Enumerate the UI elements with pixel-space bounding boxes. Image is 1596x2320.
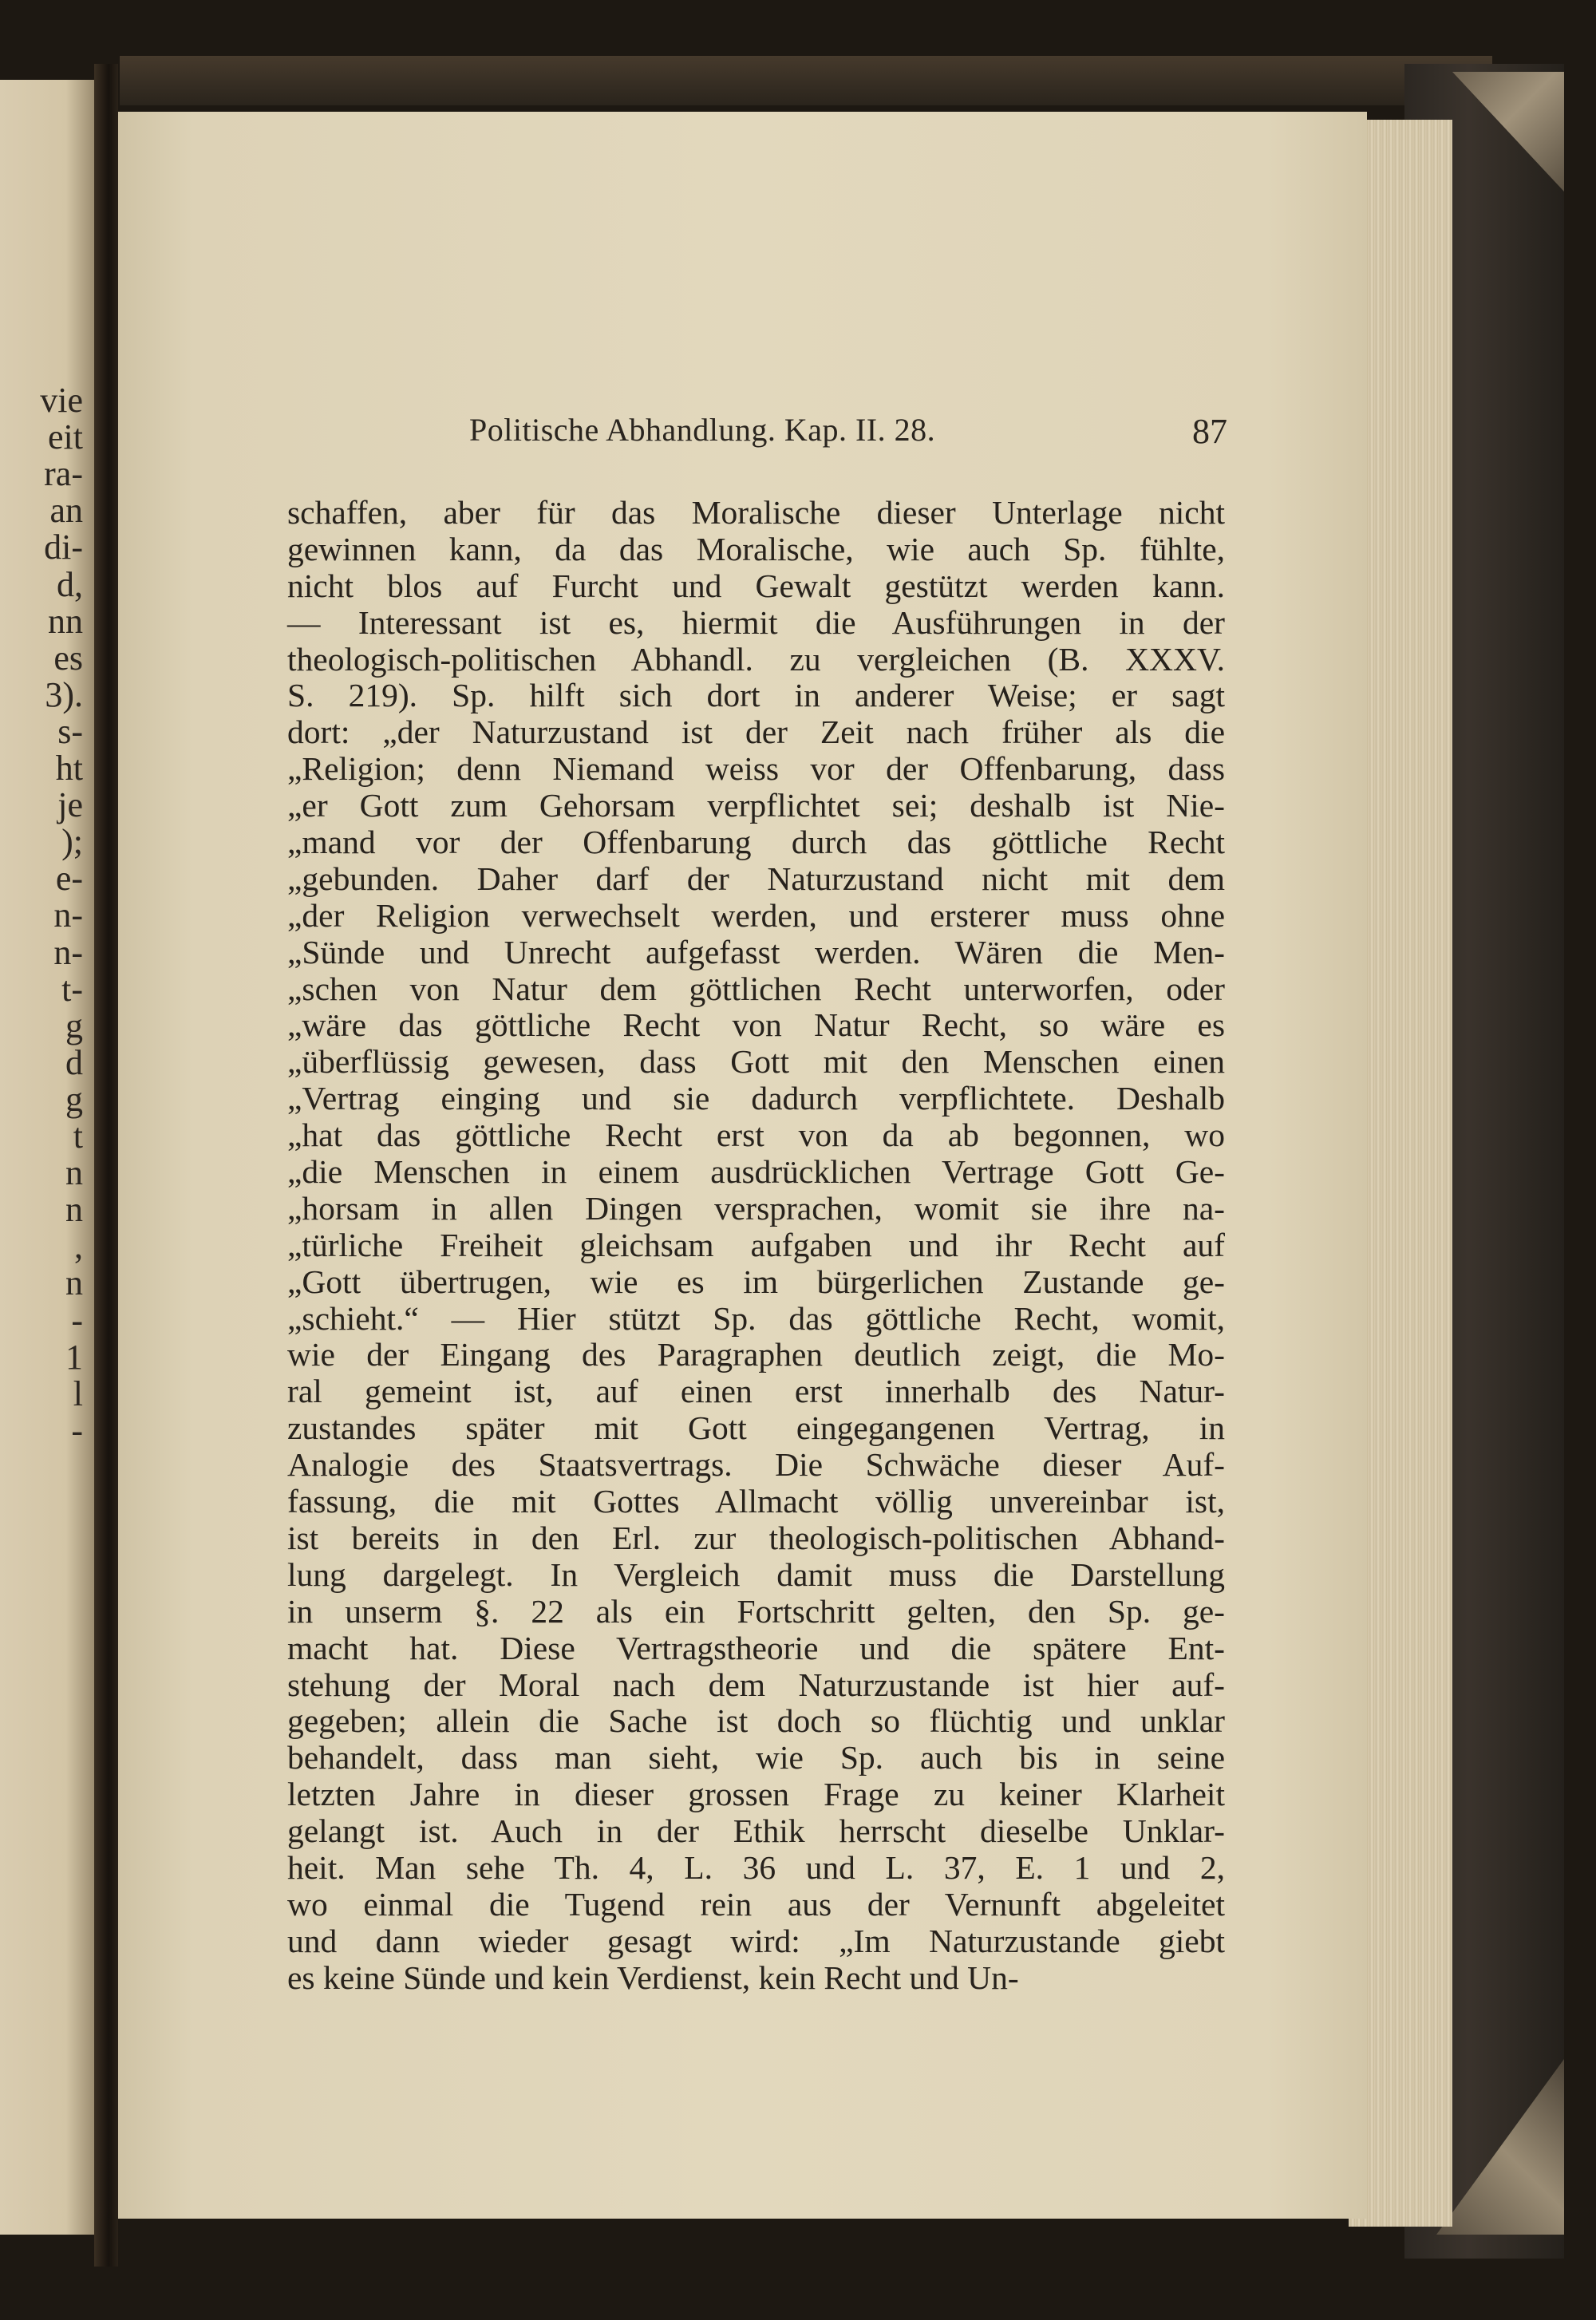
text-line: schaffen, aber für das Moralische dieser Unterlage nicht <box>287 494 1225 531</box>
text-line: gelangt ist. Auch in der Ethik herrscht dieselbe Unklar- <box>287 1812 1225 1850</box>
text-line: „er Gott zum Gehorsam verpflichtet sei; deshalb ist Nie- <box>287 787 1225 824</box>
left-page-fragment: n <box>65 1190 83 1230</box>
text-line: ral gemeint ist, auf einen erst innerhalb des Natur- <box>287 1373 1225 1410</box>
left-page-fragment: - <box>71 1410 83 1450</box>
text-line: wo einmal die Tugend rein aus der Vernunft abgeleitet <box>287 1885 1225 1923</box>
left-page-fragment: di- <box>44 528 83 567</box>
text-line: S. 219). Sp. hilft sich dort in anderer Weise; er sagt <box>287 677 1225 714</box>
left-page-fragment: n- <box>53 895 83 935</box>
left-page-fragment: eit <box>48 417 83 457</box>
running-title: Politische Abhandlung. Kap. II. 28. <box>469 412 936 448</box>
page-header <box>469 411 1227 459</box>
left-page-fragment: nn <box>48 601 83 641</box>
text-line: fassung, die mit Gottes Allmacht völlig unvereinbar ist, <box>287 1483 1225 1520</box>
text-line: „Sünde und Unrecht aufgefasst werden. Wären die Men- <box>287 933 1225 970</box>
left-page-fragment: - <box>71 1300 83 1340</box>
text-line: macht hat. Diese Vertragstheorie und die spätere Ent- <box>287 1629 1225 1666</box>
text-line: ist bereits in den Erl. zur theologisch-politischen Abhand- <box>287 1519 1225 1556</box>
text-line: — Interessant ist es, hiermit die Ausführungen in der <box>287 603 1225 641</box>
text-line: „der Religion verwechselt werden, und ersterer muss ohne <box>287 896 1225 934</box>
left-page-fragment: n <box>65 1263 83 1303</box>
left-page-fragment: vie <box>40 381 83 420</box>
text-line: Analogie des Staatsvertrags. Die Schwäche dieser Auf- <box>287 1446 1225 1484</box>
binding-top-edge <box>120 56 1492 105</box>
left-page-fragment: ra- <box>44 454 83 494</box>
left-page-fragment: n <box>65 1153 83 1193</box>
left-page-fragment: d <box>65 1042 83 1082</box>
left-page-fragment: 1 <box>65 1337 83 1377</box>
body-text <box>287 495 1225 1997</box>
left-page-fragment: d, <box>57 564 83 604</box>
left-page-fragment: an <box>49 491 83 531</box>
text-line: wie der Eingang des Paragraphen deutlich zeigt, die Mo- <box>287 1336 1225 1373</box>
left-page-fragment: g <box>65 1006 83 1045</box>
text-line: „Gott übertrugen, wie es im bürgerlichen Zustande ge- <box>287 1263 1225 1300</box>
left-page-fragment: t- <box>61 969 83 1009</box>
book-page <box>118 112 1367 2219</box>
text-line: gewinnen kann, da das Moralische, wie auch Sp. fühlte, <box>287 530 1225 567</box>
text-line: „wäre das göttliche Recht von Natur Recht, so wäre es <box>287 1006 1225 1044</box>
text-line: zustandes später mit Gott eingegangenen Vertrag, in <box>287 1409 1225 1447</box>
text-line: es keine Sünde und kein Verdienst, kein Recht und Un- <box>287 1958 1019 1996</box>
text-line: dort: „der Naturzustand ist der Zeit nach früher als die <box>287 713 1225 751</box>
page-number: 87 <box>1192 412 1227 451</box>
text-line: und dann wieder gesagt wird: „Im Naturzustande giebt <box>287 1922 1225 1959</box>
left-page-fragment: je <box>57 785 83 825</box>
text-line: „überflüssig gewesen, dass Gott mit den Menschen einen <box>287 1043 1225 1081</box>
text-line: „schieht.“ — Hier stützt Sp. das göttliche Recht, womit, <box>287 1299 1225 1337</box>
book-gutter <box>94 64 118 2267</box>
left-facing-page <box>0 80 94 2235</box>
text-line: „türliche Freiheit gleichsam aufgaben und ihr Recht auf <box>287 1226 1225 1263</box>
text-line: nicht blos auf Furcht und Gewalt gestützt werden kann. <box>287 567 1225 604</box>
text-line: letzten Jahre in dieser grossen Frage zu keiner Klarheit <box>287 1776 1225 1813</box>
text-line: behandelt, dass man sieht, wie Sp. auch bis in seine <box>287 1739 1225 1777</box>
text-line: „Religion; denn Niemand weiss vor der Offenbarung, dass <box>287 750 1225 788</box>
left-page-fragment: g <box>65 1079 83 1119</box>
left-page-fragment: s- <box>57 711 83 751</box>
text-line: „Vertrag einging und sie dadurch verpflichtete. Deshalb <box>287 1080 1225 1117</box>
left-page-fragment: l <box>73 1373 83 1413</box>
left-page-fragment: ); <box>61 822 83 862</box>
text-line: stehung der Moral nach dem Naturzustande ist hier auf- <box>287 1666 1225 1703</box>
left-page-fragment: , <box>74 1227 83 1267</box>
text-line: „hat das göttliche Recht erst von da ab begonnen, wo <box>287 1117 1225 1154</box>
text-line: „gebunden. Daher darf der Naturzustand nicht mit dem <box>287 860 1225 897</box>
text-line: lung dargelegt. In Vergleich damit muss die Darstellung <box>287 1555 1225 1593</box>
text-line: „mand vor der Offenbarung durch das göttliche Recht <box>287 824 1225 861</box>
text-line: „schen von Natur dem göttlichen Recht unterworfen, oder <box>287 970 1225 1007</box>
text-line: in unserm §. 22 als ein Fortschritt gelten, den Sp. ge- <box>287 1592 1225 1630</box>
left-page-fragment: e- <box>55 859 83 899</box>
text-line: gegeben; allein die Sache ist doch so flüchtig und unklar <box>287 1702 1225 1740</box>
left-page-fragment: 3). <box>45 674 83 714</box>
left-page-fragment: es <box>53 638 83 678</box>
left-page-fragment: t <box>73 1117 83 1156</box>
text-line: „horsam in allen Dingen versprachen, womit sie ihre na- <box>287 1189 1225 1227</box>
text-line: „die Menschen in einem ausdrücklichen Vertrage Gott Ge- <box>287 1153 1225 1191</box>
text-line: heit. Man sehe Th. 4, L. 36 und L. 37, E. 1 und 2, <box>287 1848 1225 1886</box>
left-page-fragment: ht <box>55 749 83 788</box>
text-line: theologisch-politischen Abhandl. zu vergleichen (B. XXXV. <box>287 640 1225 678</box>
left-page-fragment: n- <box>53 932 83 972</box>
